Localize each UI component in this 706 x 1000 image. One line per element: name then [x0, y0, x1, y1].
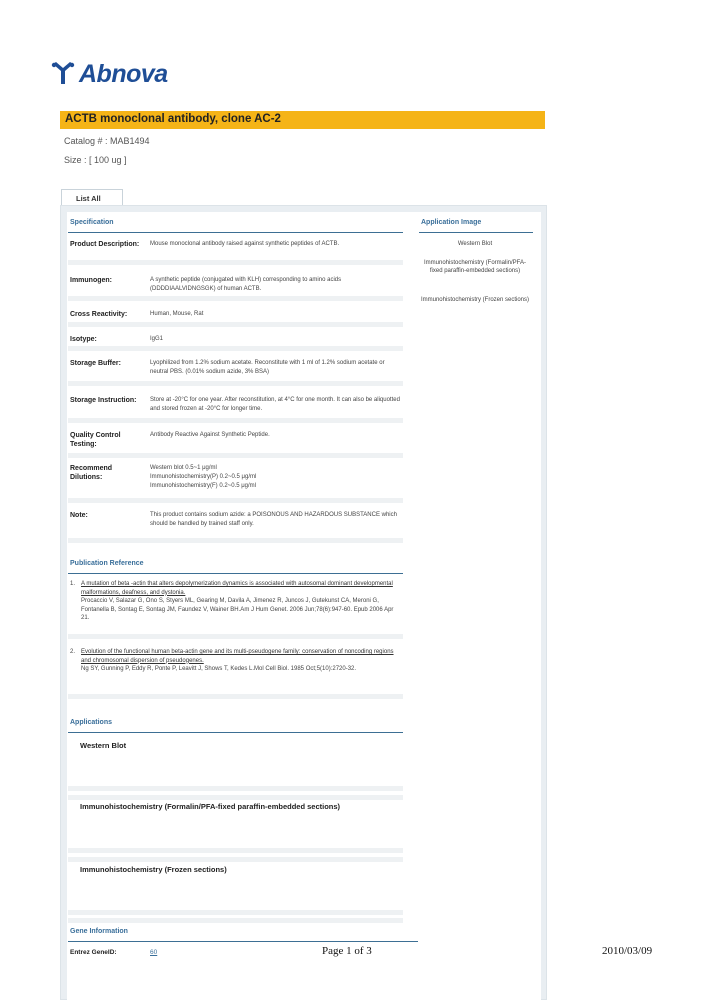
row-separator	[68, 260, 403, 265]
spec-value-storage-buffer: Lyophilized from 1.2% sodium acetate. Reconstitute with 1 ml of 1.2% sodium acetate or neutral PBS. (0.01% sodium azide, 3% BSA)	[150, 360, 385, 375]
publication-item	[70, 580, 403, 623]
row-separator	[68, 418, 403, 423]
dilution-line: Immunohistochemistry(P) 0.2~0.5 μg/ml	[150, 474, 257, 480]
publication-number: 2.	[70, 649, 76, 655]
row-separator	[68, 346, 403, 351]
row-separator	[68, 538, 403, 543]
row-separator	[68, 296, 403, 301]
spec-label-isotype: Isotype:	[70, 336, 97, 343]
publication-item	[70, 648, 403, 674]
publication-title-link[interactable]: Evolution of the functional human beta-actin gene and its multi-pseudogene family: conservation of noncoding regions and chromosomal dispersion of pseudogenes.	[81, 649, 394, 664]
spec-value-cross-reactivity: Human, Mouse, Rat	[150, 311, 204, 317]
application-image-heading: Application Image	[421, 219, 482, 226]
spec-value-storage-instruction: Store at -20°C for one year. After reconstitution, at 4°C for one month. It can also be aliquotted and stored frozen at -20°C for longer time.	[150, 397, 400, 412]
gene-information-divider	[68, 941, 418, 942]
application-ihc-paraffin: Immunohistochemistry (Formalin/PFA-fixed paraffin-embedded sections)	[80, 802, 341, 811]
publication-citation: Ng SY, Gunning P, Eddy R, Ponte P, Leavitt J, Shows T, Kedes L.Mol Cell Biol. 1985 Oct;5(10):2720-32.	[81, 666, 357, 672]
row-separator	[68, 381, 403, 386]
row-separator	[68, 322, 403, 327]
spec-label-note: Note:	[70, 512, 88, 519]
spec-label-storage-instruction: Storage Instruction:	[70, 397, 137, 404]
application-image-link-western-blot[interactable]: Western Blot	[457, 241, 493, 247]
product-title-bar	[60, 111, 545, 129]
row-separator	[68, 918, 403, 923]
entrez-gene-id-label: Entrez GeneID:	[70, 949, 117, 956]
application-image-link-ihc-frozen[interactable]: Immunohistochemistry (Frozen sections)	[420, 297, 530, 303]
catalog-number: Catalog # : MAB1494	[64, 136, 150, 146]
application-image-divider	[419, 232, 533, 233]
applications-divider	[68, 732, 403, 733]
row-separator	[68, 857, 403, 862]
row-separator	[68, 694, 403, 699]
row-separator	[68, 786, 403, 791]
brand-name: Abnova	[79, 59, 168, 88]
product-size: Size : [ 100 ug ]	[64, 155, 127, 165]
spec-label-product-description: Product Description:	[70, 241, 140, 248]
application-western-blot: Western Blot	[80, 741, 127, 750]
gene-information-heading: Gene Information	[70, 928, 128, 935]
page-number: Page 1 of 3	[322, 945, 372, 957]
print-date: 2010/03/09	[602, 945, 653, 957]
spec-label-quality-control: Quality Control Testing:	[70, 432, 121, 448]
spec-value-product-description: Mouse monoclonal antibody raised against synthetic peptides of ACTB.	[150, 241, 340, 247]
spec-value-quality-control: Antibody Reactive Against Synthetic Peptide.	[150, 432, 270, 438]
spec-label-cross-reactivity: Cross Reactivity:	[70, 311, 128, 318]
publication-heading: Publication Reference	[70, 560, 144, 567]
dilution-line: Western blot 0.5~1 μg/ml	[150, 465, 217, 471]
application-ihc-frozen: Immunohistochemistry (Frozen sections)	[80, 865, 227, 874]
applications-heading: Applications	[70, 719, 113, 726]
spec-value-note: This product contains sodium azide: a POISONOUS AND HAZARDOUS SUBSTANCE which should be handled by trained staff only.	[150, 512, 397, 527]
product-title: ACTB monoclonal antibody, clone AC-2	[65, 113, 281, 125]
abnova-logo[interactable]	[50, 60, 168, 88]
dilution-line: Immunohistochemistry(F) 0.2~0.5 μg/ml	[150, 483, 256, 489]
row-separator	[68, 634, 403, 639]
spec-value-recommend-dilutions	[150, 464, 402, 491]
publication-citation: Procaccio V, Salazar G, Ono S, Styers ML, Gearing M, Davila A, Jimenez R, Juncos J, Gutekunst CA, Meroni G, Fontanella B, Sontag E, Sontag JM, Faundez V, Wainer BH.Am J Hum Genet. 2006 Jun;78(6):947-60. Epub 2006 Apr 21.	[81, 598, 394, 621]
row-separator	[68, 453, 403, 458]
spec-value-isotype: IgG1	[150, 336, 164, 342]
specification-divider	[68, 232, 403, 233]
application-image-link-ihc-paraffin[interactable]: Immunohistochemistry (Formalin/PFA-fixed paraffin-embedded sections)	[423, 260, 527, 274]
antibody-logo-icon	[50, 62, 76, 86]
spec-label-recommend-dilutions: Recommend Dilutions:	[70, 465, 113, 481]
publication-divider	[68, 573, 403, 574]
specification-heading: Specification	[70, 219, 114, 226]
spec-label-immunogen: Immunogen:	[70, 277, 112, 284]
row-separator	[68, 498, 403, 503]
spec-label-storage-buffer: Storage Buffer:	[70, 360, 121, 367]
tab-list-all[interactable]: List All	[61, 189, 123, 206]
row-separator	[68, 910, 403, 915]
row-separator	[68, 795, 403, 800]
publication-title-link[interactable]: A mutation of beta -actin that alters depolymerization dynamics is associated with autosomal dominant developmental malformations, deafness, and dystonia.	[81, 581, 393, 596]
entrez-gene-id-link[interactable]: 60	[150, 949, 158, 956]
publication-number: 1.	[70, 581, 76, 587]
spec-value-immunogen: A synthetic peptide (conjugated with KLH) corresponding to amino acids (DDDDIAALVIDNGSGK) of human ACTB.	[150, 277, 342, 292]
row-separator	[68, 848, 403, 853]
